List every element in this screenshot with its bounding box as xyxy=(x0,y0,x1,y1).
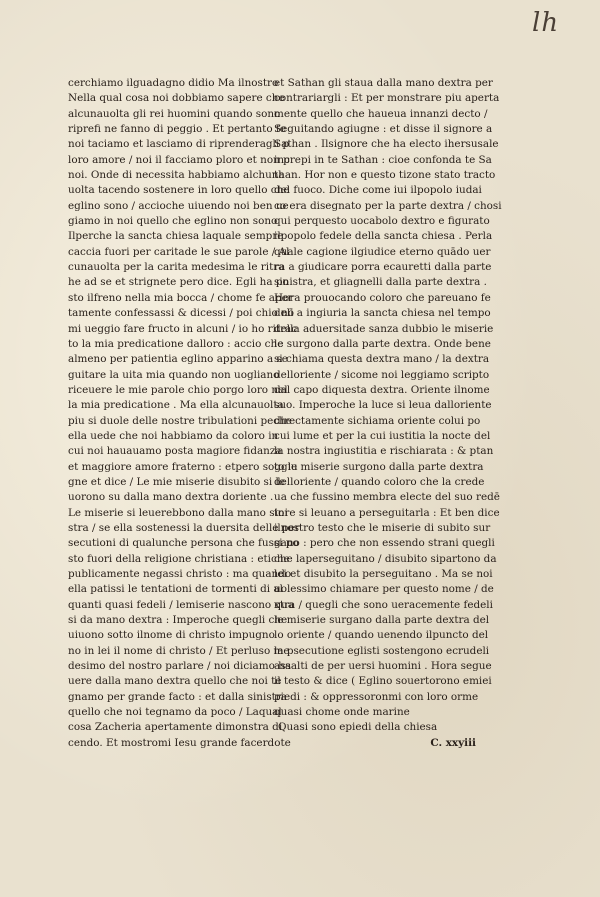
left-column-line: cui noi hauauamo posta magiore fidanza xyxy=(68,445,282,458)
right-column-line: tore si leuano a perseguitarla : Et ben dice xyxy=(274,506,500,519)
left-column-line: ella patissi le tentationi de tormenti di al xyxy=(68,583,283,596)
right-column-line: deli a ingiuria la sancta chiesa nel tempo xyxy=(274,307,491,320)
left-column-line: desimo del nostro parlare / noi diciamo ha xyxy=(68,660,292,673)
right-column-line: co era disegnato per la parte dextra / chosi xyxy=(274,199,502,212)
left-column-line: cunauolta per la carita medesima le ritra xyxy=(68,261,285,274)
right-column-line: sinistra, et gliagnelli dalla parte dextra . xyxy=(274,276,487,289)
left-column-line: quello che noi tegnamo da poco / Laqual xyxy=(68,706,282,719)
right-column-line: Sathan . Ilsignore che ha electo ihersusale xyxy=(274,138,499,151)
right-column-line: quale cagione ilgiudice eterno quādo uer xyxy=(274,245,491,258)
left-column-line: tamente confessassi & dicessi / poi chio nō xyxy=(68,307,295,320)
right-column-line: Quasi sono epiedi della chiesa xyxy=(278,721,438,734)
right-column-line: che laperseguitano / disubito sipartono da xyxy=(274,552,497,565)
left-column-line: eglino sono / accioche uiuendo noi ben ue xyxy=(68,199,289,212)
left-column-line: sto ilfreno nella mia bocca / chome fe aper xyxy=(68,291,293,304)
right-column-line: del fuoco. Diche come iui ilpopolo iudai xyxy=(274,184,482,197)
left-column-line: noi taciamo et lasciamo di riprenderagli p xyxy=(68,138,290,151)
right-column-line: contrariargli : Et per monstrare piu aperta xyxy=(274,92,500,105)
right-column-line: gano : pero che non essendo strani quegli xyxy=(274,537,495,550)
left-column-line: quanti quasi fedeli / lemiserie nascono qua xyxy=(68,598,295,611)
left-column-line: publicamente negassi christo : ma quando xyxy=(68,568,292,580)
left-column-line: no in lei il nome di christo / Et perluso me xyxy=(68,644,290,657)
left-column-line: caccia fuori per caritade le sue parole / Al xyxy=(68,245,290,258)
left-column-line: sto fuori della religione christiana : etiche xyxy=(68,552,290,565)
right-column-line: si chiama questa dextra mano / la dextra xyxy=(274,353,490,366)
left-column-line: mi ueggio fare fructo in alcuni / io ho ritrac xyxy=(68,322,298,335)
left-column-line: cendo. Et mostromi Iesu grande facerdote xyxy=(68,736,291,749)
right-column-line: uolessimo chiamare per questo nome / de xyxy=(274,583,494,596)
left-column-line: secutioni di qualunche persona che fussi po xyxy=(68,537,299,550)
right-column-line: ra a giudicare porra ecauretti dalla parte xyxy=(274,261,492,274)
right-column-line: dal capo diquesta dextra. Oriente ilnome xyxy=(274,383,490,396)
right-column-line: delloriente / sicome noi leggiamo scripto xyxy=(274,368,490,381)
right-column-line: il testo & dice ( Eglino souertorono emiei xyxy=(274,675,492,688)
left-column-line: la mia predicatione . Ma ella alcunauolta xyxy=(68,399,284,412)
right-text-column xyxy=(274,76,502,751)
right-column-line: qui perquesto uocabolo dextro e figurato xyxy=(274,215,490,228)
left-column-line: ella uede che noi habbiamo da coloro in xyxy=(68,429,279,442)
right-column-line: et Sathan gli staua dalla mano dextra per xyxy=(274,77,493,89)
right-column-line: suo. Imperoche la luce si leua dalloriente xyxy=(274,399,492,412)
left-column-line: uere dalla mano dextra quello che noi te xyxy=(68,675,282,688)
left-column-line: riprefi ne fanno di peggio . Et pertanto fe xyxy=(68,123,286,136)
left-column-line: cerchiamo ilguadagno didio Ma ilnostro xyxy=(68,77,279,89)
right-column-line: directamente sichiama oriente colui po xyxy=(274,414,481,427)
right-column-line: C. xxyiii xyxy=(430,736,476,749)
right-column-line: la psecutione eglisti sostengono ecrudeli xyxy=(274,644,490,657)
right-column-line: ilpopolo fedele della sancta chiesa . Perla xyxy=(274,230,493,243)
left-column-line: uorono su dalla mano dextra doriente . xyxy=(68,491,274,504)
right-column-line: la nostra ingiustitia e rischiarata : & ptan xyxy=(274,445,494,458)
left-column-line: piu si duole delle nostre tribulationi peche xyxy=(68,414,292,427)
right-column-line: assalti de per uersi huomini . Hora segue xyxy=(274,660,492,673)
left-column-line: riceuere le mie parole chio porgo loro nel xyxy=(68,383,288,396)
right-column-line: quasi chome onde marine xyxy=(274,706,410,719)
left-column-line: uolta tacendo sostenere in loro quello che xyxy=(68,184,290,197)
right-column-line: della aduersitade sanza dubbio le miserie xyxy=(274,322,494,335)
right-column-line: cui lume et per la cui iustitia la nocte del xyxy=(274,429,491,442)
left-column-line: alcunauolta gli rei huomini quando sono xyxy=(68,107,281,120)
left-column-line: almeno per patientia eglino apparino a se xyxy=(68,353,288,366)
left-column-line: noi. Onde di necessita habbiamo alchuna xyxy=(68,169,285,182)
right-column-line: le surgono dalla parte dextra. Onde bene xyxy=(274,337,491,350)
folio-number: lh xyxy=(532,8,560,38)
left-column-line: giamo in noi quello che eglino non sono xyxy=(68,215,278,228)
left-column-line: cosa Zacheria apertamente dimonstra di xyxy=(68,721,283,734)
right-column-line: ua che fussino membra electe del suo redē xyxy=(274,491,500,504)
left-column-line: gne et dice / Le mie miserie disubito si le xyxy=(68,475,285,488)
left-column-line: guitare la uita mia quando non uogliano xyxy=(68,368,280,381)
right-column-line: le miserie surgano dalla parte dextra del xyxy=(274,614,490,627)
right-column-line: Seguitando agiugne : et disse il signore a xyxy=(274,123,493,136)
left-column-line: loro amore / noi il facciamo ploro et non p xyxy=(68,153,290,166)
right-column-line: Hora prouocando coloro che pareuano fe xyxy=(274,291,491,304)
left-column-line: Ilperche la sancta chiesa laquale sempre xyxy=(68,230,284,243)
right-column-line: lo oriente / quando uenendo ilpuncto del xyxy=(274,629,489,642)
right-column-line: increpi in te Sathan : cioe confonda te Sa xyxy=(274,153,492,166)
left-column-line: stra / se ella sostenessi la duersita delle per xyxy=(68,521,300,534)
right-column-line: xtra / quegli che sono ueracemente fedeli xyxy=(274,598,493,611)
left-column-line: gnamo per grande facto : et dalla sinistra xyxy=(68,690,287,703)
left-text-column xyxy=(68,76,300,751)
right-column-line: delloriente / quando coloro che la crede xyxy=(274,475,485,488)
left-column-line: Nella qual cosa noi dobbiamo sapere che xyxy=(68,92,285,105)
left-column-line: si da mano dextra : Imperoche quegli che xyxy=(68,614,288,627)
left-column-line: uiuono sotto ilnome di christo impugno xyxy=(68,629,275,642)
left-column-line: he ad se et strignete pero dice. Egli ha po xyxy=(68,276,289,289)
right-column-line: than. Hor non e questo tizone stato tracto xyxy=(274,169,496,182)
left-column-line: to la mia predicatione dalloro : accio che xyxy=(68,337,284,350)
right-column-line: ilnostro testo che le miserie di subito sur xyxy=(274,521,491,534)
left-column-line: Le miserie si leuerebbono dalla mano sini xyxy=(68,506,288,519)
right-column-line: mente quello che haueua innanzi decto / xyxy=(274,107,488,120)
right-column-line: to le miserie surgono dalla parte dextra xyxy=(274,460,484,473)
right-column-line: piedi : & oppressoronmi con loro orme xyxy=(274,690,479,703)
right-column-line: lei et disubito la perseguitano . Ma se noi xyxy=(274,568,493,580)
left-column-line: et maggiore amore fraterno : etpero soggiu xyxy=(68,460,298,473)
